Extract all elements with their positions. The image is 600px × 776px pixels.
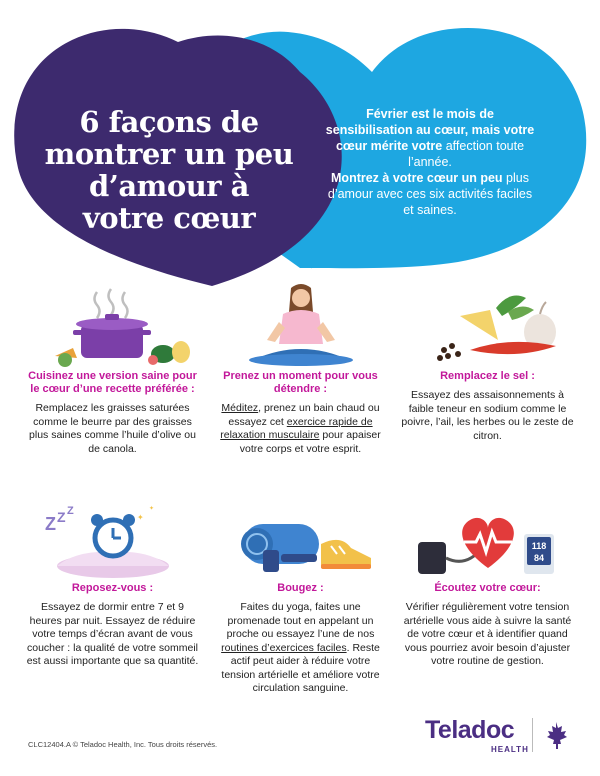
- logo-subtext: HEALTH: [491, 745, 529, 754]
- meditation-illustration: [213, 278, 388, 370]
- svg-text:Z: Z: [67, 505, 74, 517]
- tip-move-body-part-1: Faites du yoga, faites une promenade tout en appelant un proche ou essayez l’une de nos: [226, 601, 375, 640]
- logo-divider: [532, 718, 533, 752]
- muscle-relaxation-link[interactable]: exercice rapide de relaxation musculaire: [220, 415, 373, 441]
- tip-relax-body: [213, 402, 388, 456]
- svg-text:✦: ✦: [149, 506, 155, 512]
- sleep-clock-illustration: [25, 500, 200, 582]
- tip-move: [213, 500, 388, 696]
- tip-heart-body: Vérifier régulièrement votre tension artérielle vous aide à suivre la santé de votre cœur et à identifier quand vous pourriez avoir besoin d’ajuster votre routine de gestion.: [403, 601, 572, 667]
- tip-salt: [400, 288, 575, 443]
- intro-bold-2: Montrez à votre cœur un peu: [331, 171, 503, 185]
- tip-relax-body-part-2: pour apaiser votre corps et votre esprit.: [239, 429, 381, 455]
- logo-wordmark: Teladoc: [425, 716, 515, 744]
- tip-rest-title: Reposez-vous :: [71, 582, 154, 594]
- intro-regular-1: affection toute l’année.: [408, 139, 525, 169]
- intro-bold-1: Février est le mois de sensibilisation au cœur, mais votre cœur mérite votre: [325, 107, 535, 153]
- monitor-systolic-value: 118: [531, 541, 547, 551]
- svg-text:✦: ✦: [137, 513, 144, 522]
- tip-relax-body-part-1: , prenez un bain chaud ou essayez cet: [228, 402, 380, 428]
- tip-cook-title: Cuisinez une version saine pour le cœur d’une recette préférée :: [28, 370, 197, 395]
- cooking-pot-illustration: [25, 288, 200, 370]
- tip-rest: [25, 500, 200, 669]
- tip-relax-title: Prenez un moment pour vous détendre :: [223, 370, 378, 395]
- page-title: 6 façons de montrer un peu d’amour à votre cœur: [44, 105, 294, 235]
- exercise-routines-link[interactable]: routines d’exercices faciles: [221, 641, 347, 654]
- intro-regular-2: plus d’amour avec ces six activités faciles et saines.: [327, 171, 533, 217]
- hero-banner: [0, 0, 600, 300]
- tip-move-body: [213, 601, 388, 696]
- tip-salt-body: Essayez des assaisonnements à faible teneur en sodium comme le poivre, l’ail, les herbes ou le zeste de citron.: [401, 389, 574, 442]
- tip-cook: [25, 288, 200, 456]
- svg-text:Z: Z: [45, 514, 56, 534]
- maple-leaf-icon: [541, 720, 571, 750]
- blood-pressure-illustration: [400, 500, 575, 582]
- tip-heart-title: Écoutez votre cœur:: [434, 582, 541, 594]
- tip-cook-body: Remplacez les graisses saturées comme le beurre par des graisses plus saines comme l’huile d’olive ou de canola.: [29, 402, 196, 455]
- tip-rest-body: Essayez de dormir entre 7 et 9 heures par nuit. Essayez de réduire votre temps d’écran avant de vous coucher : la qualité de votre sommeil est aussi importante que sa quantité.: [26, 601, 199, 667]
- herbs-spices-illustration: [400, 288, 575, 370]
- tip-move-body-part-2: . Reste actif peut aider à réduire votre tension artérielle et améliore votre circulation sanguine.: [221, 641, 380, 694]
- tip-heart: [400, 500, 575, 669]
- tip-move-title: Bougez :: [277, 582, 324, 594]
- yoga-mat-shoe-illustration: [213, 500, 388, 582]
- tip-relax: [213, 278, 388, 456]
- intro-text: [325, 106, 535, 218]
- monitor-diastolic-value: 84: [533, 553, 545, 563]
- svg-text:Z: Z: [57, 509, 66, 525]
- copyright-text: CLC12404.A © Teladoc Health, Inc. Tous droits réservés.: [28, 740, 218, 749]
- tip-salt-title: Remplacez le sel :: [440, 370, 535, 382]
- teladoc-logo: [425, 716, 575, 756]
- meditate-link[interactable]: Méditez: [221, 402, 259, 414]
